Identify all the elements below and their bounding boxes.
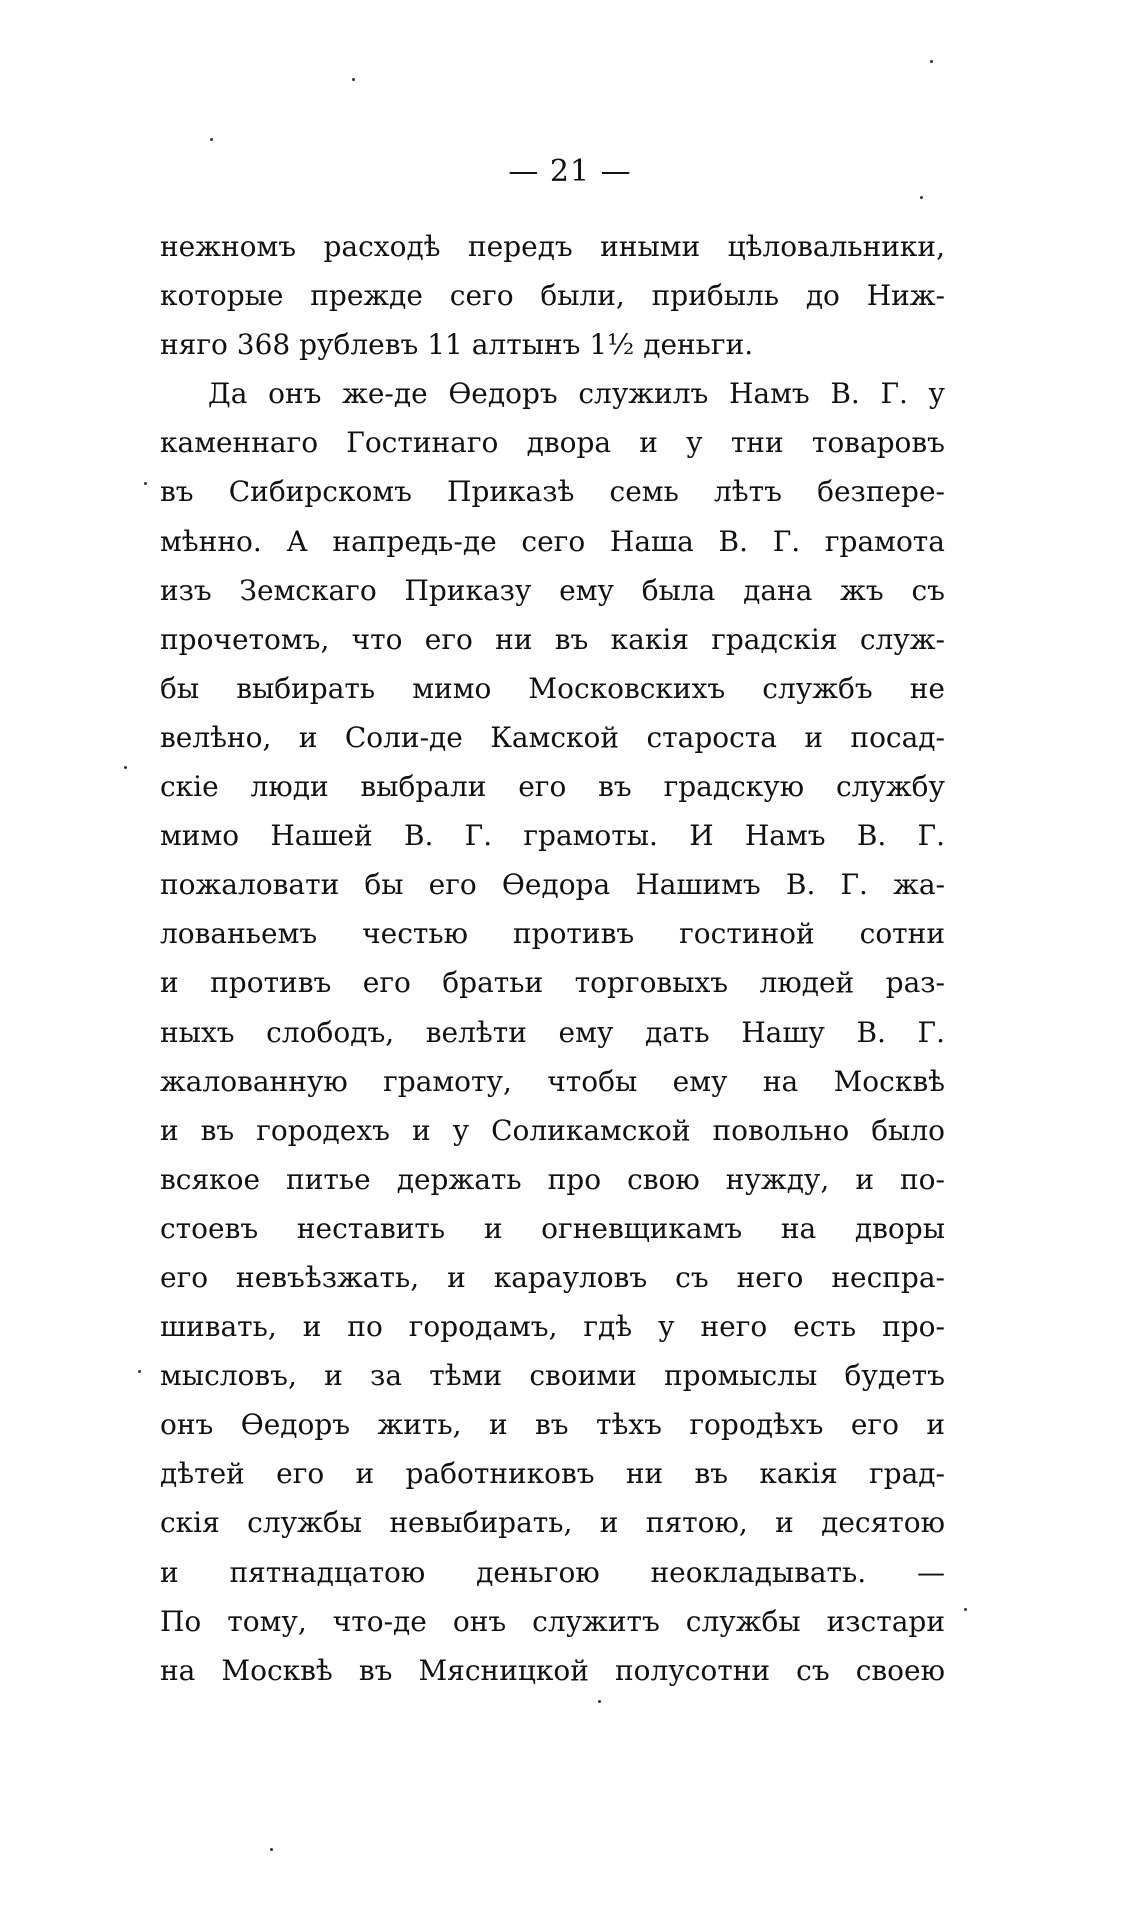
scan-speck [598,1700,601,1703]
text-line: дѣтей его и работниковъ ни въ какія град- [160,1457,945,1491]
text-line: По тому, что-де онъ служитъ службы изстари [160,1604,945,1638]
text-line: которые прежде сего были, прибыль до Ниж- [160,279,945,313]
scan-speck [124,766,127,769]
text-line: шивать, и по городамъ, гдѣ у него есть про- [160,1310,945,1344]
text-line: всякое питье держать про свою нужду, и по- [160,1162,945,1196]
text-line: и въ городехъ и у Соликамской повольно было [160,1113,945,1147]
text-line: жалованную грамоту, чтобы ему на Москвѣ [160,1064,945,1098]
text-line: стоевъ неставить и огневщикамъ на дворы [160,1211,945,1245]
text-line: изъ Земскаго Приказу ему была дана жъ съ [160,573,945,607]
text-line: на Москвѣ въ Мясницкой полусотни съ своею [160,1653,945,1687]
text-line: каменнаго Гостинаго двора и у тни товаровъ [160,426,945,460]
text-line: пожаловати бы его Ѳедора Нашимъ В. Г. жа- [160,868,945,902]
scan-speck [930,60,933,63]
text-line: ныхъ слободъ, велѣти ему дать Нашу В. Г. [160,1015,945,1049]
text-line: прочетомъ, что его ни въ какія градскія служ- [160,622,945,656]
text-line: нежномъ расходѣ передъ иными цѣловальники, [160,230,945,263]
text-line: и противъ его братьи торговыхъ людей раз- [160,966,945,1000]
text-line: скія службы невыбирать, и пятою, и десятою [160,1506,945,1540]
text-line: лованьемъ честью противъ гостиной сотни [160,917,945,951]
scan-speck [210,138,213,141]
scan-speck [352,78,355,81]
paragraph-start-line: Да онъ же-де Ѳедоръ служилъ Намъ В. Г. у [208,377,945,411]
text-line: его невъѣзжать, и карауловъ съ него неспра- [160,1260,945,1294]
text-line: скіе люди выбрали его въ градскую службу [160,770,945,804]
text-line: въ Сибирскомъ Приказѣ семь лѣтъ безпере- [160,475,945,509]
text-line: онъ Ѳедоръ жить, и въ тѣхъ городѣхъ его и [160,1408,945,1442]
text-line: няго 368 рублевъ 11 алтынъ 1½ деньги. [160,328,754,362]
scan-speck [920,196,923,199]
text-line: мѣнно. А напредь-де сего Наша В. Г. грамота [160,524,945,558]
text-line: велѣно, и Соли-де Камской староста и посад- [160,720,945,754]
text-line: мысловъ, и за тѣми своими промыслы будетъ [160,1359,945,1393]
scan-speck [270,1848,273,1851]
body-text [160,222,945,1695]
text-line: бы выбирать мимо Московскихъ службъ не [160,671,945,705]
scan-speck [138,1370,141,1373]
text-line: и пятнадцатою деньгою неокладывать. — [160,1555,945,1589]
scan-speck [964,1608,967,1611]
text-line: мимо Нашей В. Г. грамоты. И Намъ В. Г. [160,819,945,853]
page-number: — 21 — [508,154,632,189]
scan-speck [144,482,147,485]
